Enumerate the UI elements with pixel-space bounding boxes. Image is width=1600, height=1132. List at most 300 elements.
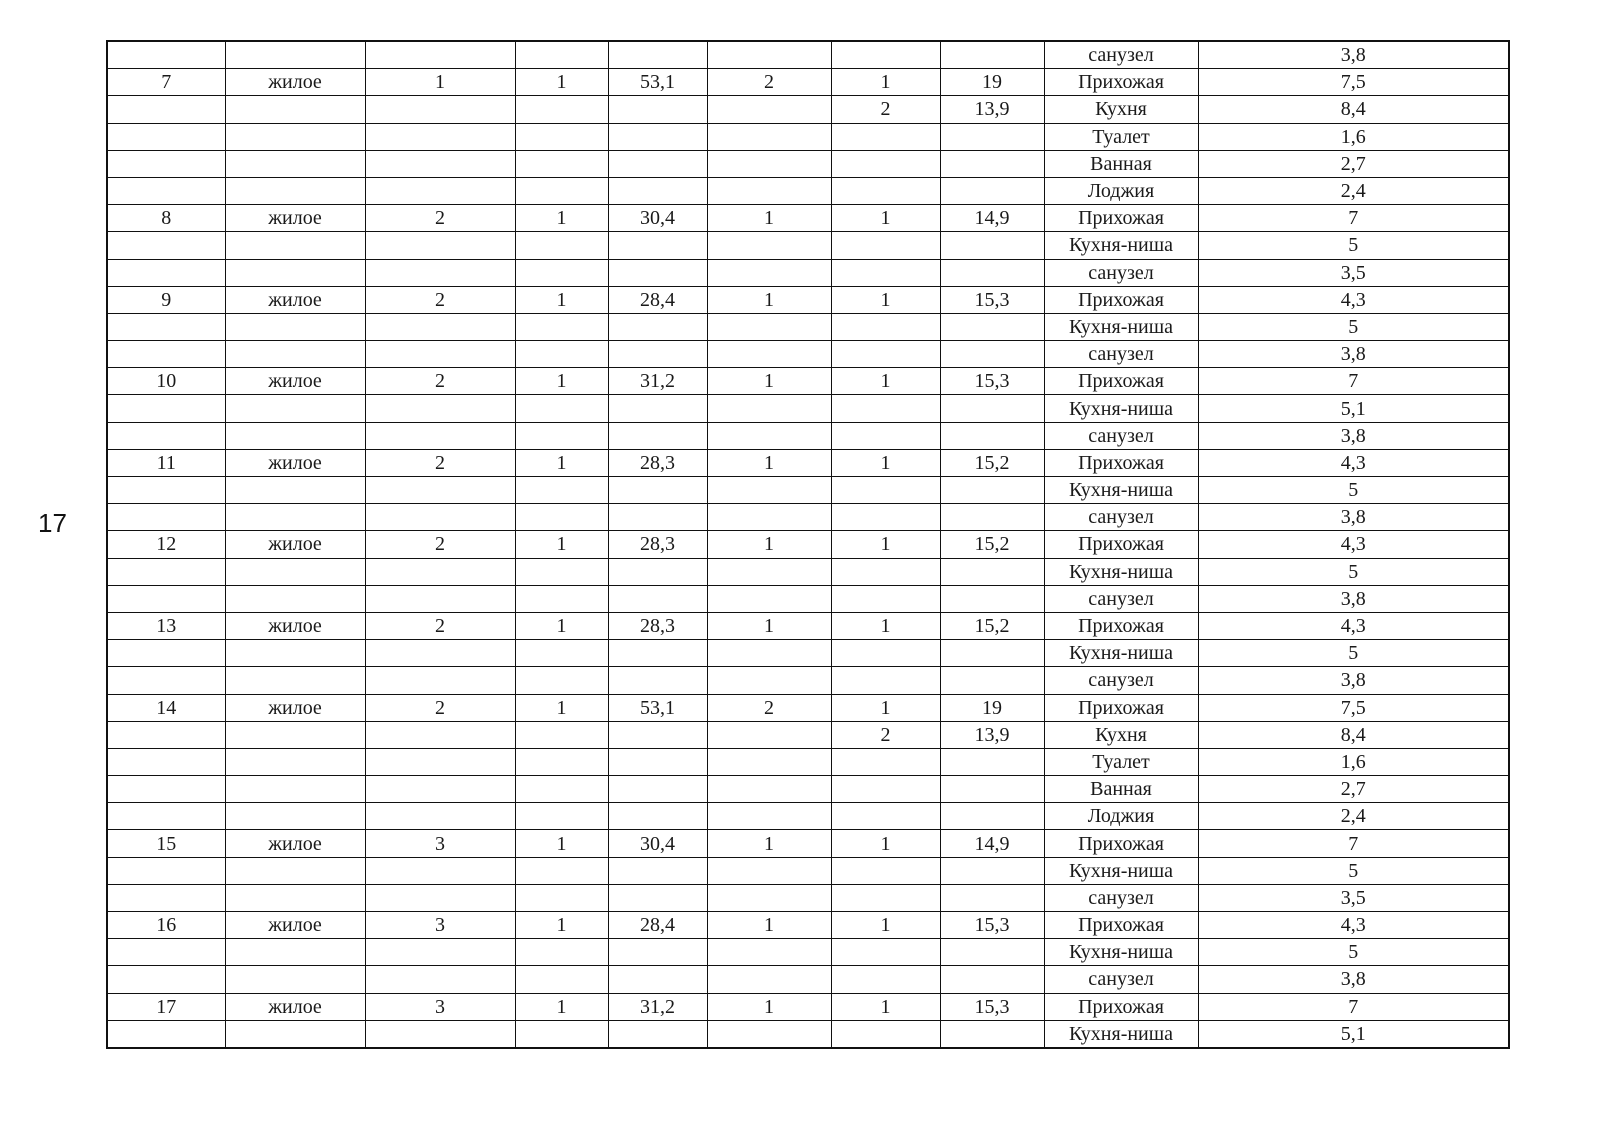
auxiliary-room-area-cell: 3,8 [1198, 504, 1509, 531]
room-count-cell: 1 [707, 368, 831, 395]
room-area-cell: 15,3 [940, 368, 1044, 395]
room-count-cell [707, 341, 831, 368]
premises-type-cell [225, 313, 365, 340]
table-row [107, 449, 1509, 476]
premises-type-cell [225, 177, 365, 204]
premises-number-cell [107, 884, 225, 911]
premises-type-cell: жилое [225, 69, 365, 96]
table-row [107, 368, 1509, 395]
page-number: 17 [38, 508, 67, 538]
table-row [107, 395, 1509, 422]
premises-type-cell [225, 939, 365, 966]
room-count-cell [707, 884, 831, 911]
auxiliary-room-name-cell: Прихожая [1044, 205, 1198, 232]
premises-type-cell [225, 558, 365, 585]
table-row [107, 341, 1509, 368]
auxiliary-room-name-cell: Кухня-ниша [1044, 1020, 1198, 1048]
room-count-cell: 1 [707, 449, 831, 476]
total-area-cell: 31,2 [608, 368, 707, 395]
room-number-cell: 1 [831, 993, 940, 1020]
auxiliary-room-area-cell: 4,3 [1198, 912, 1509, 939]
room-count-cell: 1 [707, 830, 831, 857]
premises-type-cell: жилое [225, 286, 365, 313]
floor-cell [365, 232, 515, 259]
floor-cell: 2 [365, 205, 515, 232]
auxiliary-room-area-cell: 3,5 [1198, 259, 1509, 286]
table-row [107, 422, 1509, 449]
table-row [107, 993, 1509, 1020]
room-number-cell [831, 776, 940, 803]
premises-type-cell [225, 1020, 365, 1048]
total-area-cell [608, 422, 707, 449]
room-count-cell [707, 504, 831, 531]
room-area-cell: 19 [940, 694, 1044, 721]
auxiliary-room-area-cell: 5,1 [1198, 395, 1509, 422]
auxiliary-room-name-cell: Прихожая [1044, 912, 1198, 939]
auxiliary-room-name-cell: санузел [1044, 966, 1198, 993]
room-count-cell: 1 [707, 912, 831, 939]
table-row [107, 531, 1509, 558]
auxiliary-room-name-cell: Кухня-ниша [1044, 640, 1198, 667]
room-count-cell [707, 41, 831, 69]
section-cell [515, 939, 608, 966]
auxiliary-room-area-cell: 2,4 [1198, 803, 1509, 830]
auxiliary-room-name-cell: Кухня-ниша [1044, 395, 1198, 422]
room-area-cell: 14,9 [940, 205, 1044, 232]
premises-type-cell [225, 857, 365, 884]
premises-number-cell: 17 [107, 993, 225, 1020]
premises-type-cell [225, 41, 365, 69]
premises-type-cell: жилое [225, 993, 365, 1020]
total-area-cell [608, 721, 707, 748]
premises-number-cell [107, 585, 225, 612]
premises-number-cell [107, 41, 225, 69]
room-area-cell [940, 640, 1044, 667]
floor-cell: 2 [365, 368, 515, 395]
room-area-cell [940, 313, 1044, 340]
total-area-cell [608, 395, 707, 422]
room-count-cell [707, 313, 831, 340]
table-row [107, 41, 1509, 69]
section-cell [515, 721, 608, 748]
table-row [107, 313, 1509, 340]
table-row [107, 776, 1509, 803]
room-number-cell [831, 803, 940, 830]
floor-cell [365, 776, 515, 803]
room-area-cell: 15,3 [940, 993, 1044, 1020]
section-cell: 1 [515, 368, 608, 395]
total-area-cell [608, 313, 707, 340]
room-area-cell: 19 [940, 69, 1044, 96]
premises-number-cell [107, 939, 225, 966]
premises-number-cell: 10 [107, 368, 225, 395]
room-number-cell: 1 [831, 286, 940, 313]
floor-cell [365, 259, 515, 286]
auxiliary-room-name-cell: санузел [1044, 259, 1198, 286]
premises-number-cell [107, 477, 225, 504]
total-area-cell [608, 558, 707, 585]
floor-cell [365, 585, 515, 612]
auxiliary-room-area-cell: 3,8 [1198, 422, 1509, 449]
total-area-cell: 30,4 [608, 205, 707, 232]
total-area-cell: 31,2 [608, 993, 707, 1020]
auxiliary-room-name-cell: санузел [1044, 884, 1198, 911]
room-number-cell: 1 [831, 912, 940, 939]
premises-number-cell: 13 [107, 612, 225, 639]
room-count-cell [707, 259, 831, 286]
auxiliary-room-area-cell: 7 [1198, 368, 1509, 395]
total-area-cell [608, 477, 707, 504]
premises-number-cell [107, 857, 225, 884]
auxiliary-room-area-cell: 4,3 [1198, 612, 1509, 639]
section-cell [515, 313, 608, 340]
total-area-cell [608, 640, 707, 667]
premises-type-cell [225, 667, 365, 694]
floor-cell [365, 884, 515, 911]
table-row [107, 640, 1509, 667]
room-count-cell [707, 939, 831, 966]
auxiliary-room-area-cell: 5,1 [1198, 1020, 1509, 1048]
room-area-cell [940, 341, 1044, 368]
room-count-cell [707, 585, 831, 612]
premises-number-cell [107, 803, 225, 830]
total-area-cell: 28,4 [608, 912, 707, 939]
room-area-cell [940, 504, 1044, 531]
premises-type-cell: жилое [225, 368, 365, 395]
premises-type-cell: жилое [225, 912, 365, 939]
floor-cell: 2 [365, 286, 515, 313]
room-area-cell: 15,2 [940, 531, 1044, 558]
auxiliary-room-name-cell: Прихожая [1044, 612, 1198, 639]
room-number-cell [831, 585, 940, 612]
table-row [107, 694, 1509, 721]
total-area-cell: 28,3 [608, 449, 707, 476]
table-row [107, 1020, 1509, 1048]
total-area-cell [608, 857, 707, 884]
premises-number-cell [107, 96, 225, 123]
auxiliary-room-name-cell: Прихожая [1044, 993, 1198, 1020]
total-area-cell [608, 803, 707, 830]
premises-number-cell: 8 [107, 205, 225, 232]
premises-number-cell: 14 [107, 694, 225, 721]
room-count-cell: 1 [707, 286, 831, 313]
table-row [107, 123, 1509, 150]
room-area-cell: 15,2 [940, 612, 1044, 639]
total-area-cell: 28,3 [608, 612, 707, 639]
section-cell: 1 [515, 205, 608, 232]
auxiliary-room-area-cell: 4,3 [1198, 531, 1509, 558]
premises-number-cell [107, 313, 225, 340]
auxiliary-room-area-cell: 3,8 [1198, 585, 1509, 612]
section-cell [515, 177, 608, 204]
auxiliary-room-area-cell: 3,8 [1198, 341, 1509, 368]
room-number-cell [831, 748, 940, 775]
room-area-cell [940, 41, 1044, 69]
premises-number-cell [107, 1020, 225, 1048]
premises-number-cell [107, 558, 225, 585]
premises-number-cell [107, 667, 225, 694]
room-count-cell: 2 [707, 69, 831, 96]
floor-cell [365, 504, 515, 531]
section-cell [515, 748, 608, 775]
section-cell [515, 640, 608, 667]
total-area-cell [608, 41, 707, 69]
floor-cell [365, 177, 515, 204]
total-area-cell [608, 259, 707, 286]
table-row [107, 177, 1509, 204]
table-row [107, 504, 1509, 531]
auxiliary-room-name-cell: Прихожая [1044, 449, 1198, 476]
room-area-cell [940, 558, 1044, 585]
auxiliary-room-name-cell: санузел [1044, 341, 1198, 368]
auxiliary-room-name-cell: Кухня-ниша [1044, 857, 1198, 884]
room-number-cell: 2 [831, 96, 940, 123]
premises-number-cell: 16 [107, 912, 225, 939]
section-cell: 1 [515, 69, 608, 96]
premises-number-cell [107, 341, 225, 368]
table-row [107, 748, 1509, 775]
auxiliary-room-name-cell: Кухня [1044, 96, 1198, 123]
room-number-cell [831, 1020, 940, 1048]
room-count-cell [707, 395, 831, 422]
room-area-cell [940, 776, 1044, 803]
room-count-cell [707, 150, 831, 177]
premises-type-cell: жилое [225, 694, 365, 721]
table-row [107, 667, 1509, 694]
table-row [107, 205, 1509, 232]
premises-type-cell [225, 884, 365, 911]
room-area-cell [940, 748, 1044, 775]
room-count-cell [707, 721, 831, 748]
floor-cell: 2 [365, 449, 515, 476]
premises-type-cell [225, 585, 365, 612]
auxiliary-room-name-cell: санузел [1044, 504, 1198, 531]
floor-cell: 3 [365, 830, 515, 857]
premises-number-cell: 9 [107, 286, 225, 313]
room-number-cell [831, 341, 940, 368]
auxiliary-room-name-cell: Лоджия [1044, 803, 1198, 830]
floor-cell [365, 341, 515, 368]
auxiliary-room-name-cell: Кухня-ниша [1044, 939, 1198, 966]
premises-type-cell: жилое [225, 531, 365, 558]
room-count-cell [707, 558, 831, 585]
section-cell: 1 [515, 694, 608, 721]
premises-type-cell: жилое [225, 830, 365, 857]
auxiliary-room-name-cell: Прихожая [1044, 286, 1198, 313]
auxiliary-room-area-cell: 5 [1198, 558, 1509, 585]
premises-number-cell: 7 [107, 69, 225, 96]
auxiliary-room-name-cell: Лоджия [1044, 177, 1198, 204]
room-number-cell [831, 558, 940, 585]
section-cell: 1 [515, 912, 608, 939]
room-number-cell [831, 150, 940, 177]
section-cell [515, 422, 608, 449]
room-number-cell [831, 939, 940, 966]
section-cell [515, 477, 608, 504]
section-cell [515, 341, 608, 368]
total-area-cell [608, 504, 707, 531]
total-area-cell: 28,3 [608, 531, 707, 558]
premises-type-cell: жилое [225, 205, 365, 232]
floor-cell: 2 [365, 694, 515, 721]
section-cell [515, 504, 608, 531]
auxiliary-room-name-cell: Кухня [1044, 721, 1198, 748]
auxiliary-room-area-cell: 7 [1198, 205, 1509, 232]
section-cell: 1 [515, 449, 608, 476]
room-area-cell: 13,9 [940, 721, 1044, 748]
table-row [107, 912, 1509, 939]
auxiliary-room-name-cell: санузел [1044, 585, 1198, 612]
room-number-cell: 1 [831, 531, 940, 558]
premises-number-cell [107, 150, 225, 177]
premises-type-cell [225, 96, 365, 123]
section-cell [515, 776, 608, 803]
table-row [107, 612, 1509, 639]
floor-cell: 2 [365, 612, 515, 639]
floor-cell [365, 150, 515, 177]
table-row [107, 884, 1509, 911]
room-number-cell [831, 395, 940, 422]
auxiliary-room-name-cell: санузел [1044, 667, 1198, 694]
table-row [107, 803, 1509, 830]
premises-number-cell [107, 123, 225, 150]
section-cell [515, 803, 608, 830]
premises-type-cell [225, 721, 365, 748]
room-count-cell: 1 [707, 531, 831, 558]
section-cell [515, 558, 608, 585]
room-area-cell: 15,3 [940, 912, 1044, 939]
room-count-cell [707, 177, 831, 204]
premises-number-cell [107, 259, 225, 286]
room-number-cell [831, 232, 940, 259]
auxiliary-room-name-cell: Туалет [1044, 748, 1198, 775]
room-count-cell: 1 [707, 612, 831, 639]
auxiliary-room-name-cell: Кухня-ниша [1044, 477, 1198, 504]
room-number-cell [831, 123, 940, 150]
table-body [107, 41, 1509, 1048]
room-area-cell [940, 422, 1044, 449]
auxiliary-room-name-cell: Ванная [1044, 776, 1198, 803]
table-row [107, 259, 1509, 286]
premises-type-cell [225, 259, 365, 286]
auxiliary-room-area-cell: 2,4 [1198, 177, 1509, 204]
total-area-cell [608, 966, 707, 993]
floor-cell [365, 640, 515, 667]
room-number-cell: 1 [831, 449, 940, 476]
auxiliary-room-area-cell: 7 [1198, 830, 1509, 857]
premises-type-cell: жилое [225, 449, 365, 476]
table-row [107, 966, 1509, 993]
premises-type-cell: жилое [225, 612, 365, 639]
room-count-cell [707, 640, 831, 667]
premises-number-cell [107, 177, 225, 204]
room-area-cell [940, 232, 1044, 259]
floor-cell [365, 966, 515, 993]
floor-cell [365, 667, 515, 694]
auxiliary-room-name-cell: Прихожая [1044, 531, 1198, 558]
premises-type-cell [225, 395, 365, 422]
premises-number-cell: 15 [107, 830, 225, 857]
table-row [107, 477, 1509, 504]
section-cell [515, 41, 608, 69]
auxiliary-room-name-cell: Кухня-ниша [1044, 313, 1198, 340]
premises-number-cell [107, 721, 225, 748]
premises-number-cell [107, 748, 225, 775]
room-number-cell: 1 [831, 830, 940, 857]
floor-cell [365, 41, 515, 69]
premises-type-cell [225, 232, 365, 259]
room-area-cell [940, 939, 1044, 966]
section-cell [515, 232, 608, 259]
floor-cell: 3 [365, 993, 515, 1020]
table-row [107, 939, 1509, 966]
room-area-cell [940, 857, 1044, 884]
floor-cell [365, 313, 515, 340]
total-area-cell [608, 123, 707, 150]
total-area-cell [608, 232, 707, 259]
section-cell: 1 [515, 993, 608, 1020]
room-area-cell [940, 966, 1044, 993]
room-number-cell [831, 966, 940, 993]
room-area-cell [940, 884, 1044, 911]
premises-number-cell [107, 640, 225, 667]
floor-cell [365, 803, 515, 830]
room-area-cell [940, 123, 1044, 150]
auxiliary-room-area-cell: 8,4 [1198, 721, 1509, 748]
auxiliary-room-area-cell: 3,8 [1198, 41, 1509, 69]
floor-cell: 3 [365, 912, 515, 939]
room-area-cell: 14,9 [940, 830, 1044, 857]
auxiliary-room-area-cell: 2,7 [1198, 150, 1509, 177]
total-area-cell [608, 884, 707, 911]
floor-cell: 1 [365, 69, 515, 96]
total-area-cell: 28,4 [608, 286, 707, 313]
auxiliary-room-name-cell: Прихожая [1044, 830, 1198, 857]
section-cell [515, 259, 608, 286]
room-number-cell [831, 504, 940, 531]
room-area-cell [940, 803, 1044, 830]
room-number-cell [831, 313, 940, 340]
floor-cell [365, 1020, 515, 1048]
table-row [107, 69, 1509, 96]
section-cell: 1 [515, 286, 608, 313]
room-count-cell [707, 477, 831, 504]
premises-number-cell [107, 776, 225, 803]
auxiliary-room-name-cell: санузел [1044, 41, 1198, 69]
room-count-cell [707, 857, 831, 884]
total-area-cell [608, 667, 707, 694]
room-count-cell [707, 232, 831, 259]
total-area-cell: 53,1 [608, 694, 707, 721]
premises-type-cell [225, 123, 365, 150]
table-row [107, 150, 1509, 177]
room-count-cell [707, 748, 831, 775]
room-number-cell [831, 477, 940, 504]
room-number-cell [831, 422, 940, 449]
premises-number-cell: 11 [107, 449, 225, 476]
room-area-cell [940, 395, 1044, 422]
auxiliary-room-area-cell: 3,8 [1198, 966, 1509, 993]
auxiliary-room-area-cell: 1,6 [1198, 123, 1509, 150]
section-cell: 1 [515, 531, 608, 558]
room-area-cell [940, 1020, 1044, 1048]
auxiliary-room-area-cell: 3,5 [1198, 884, 1509, 911]
premises-number-cell [107, 232, 225, 259]
premises-type-cell [225, 150, 365, 177]
table-row [107, 585, 1509, 612]
premises-number-cell: 12 [107, 531, 225, 558]
total-area-cell [608, 748, 707, 775]
